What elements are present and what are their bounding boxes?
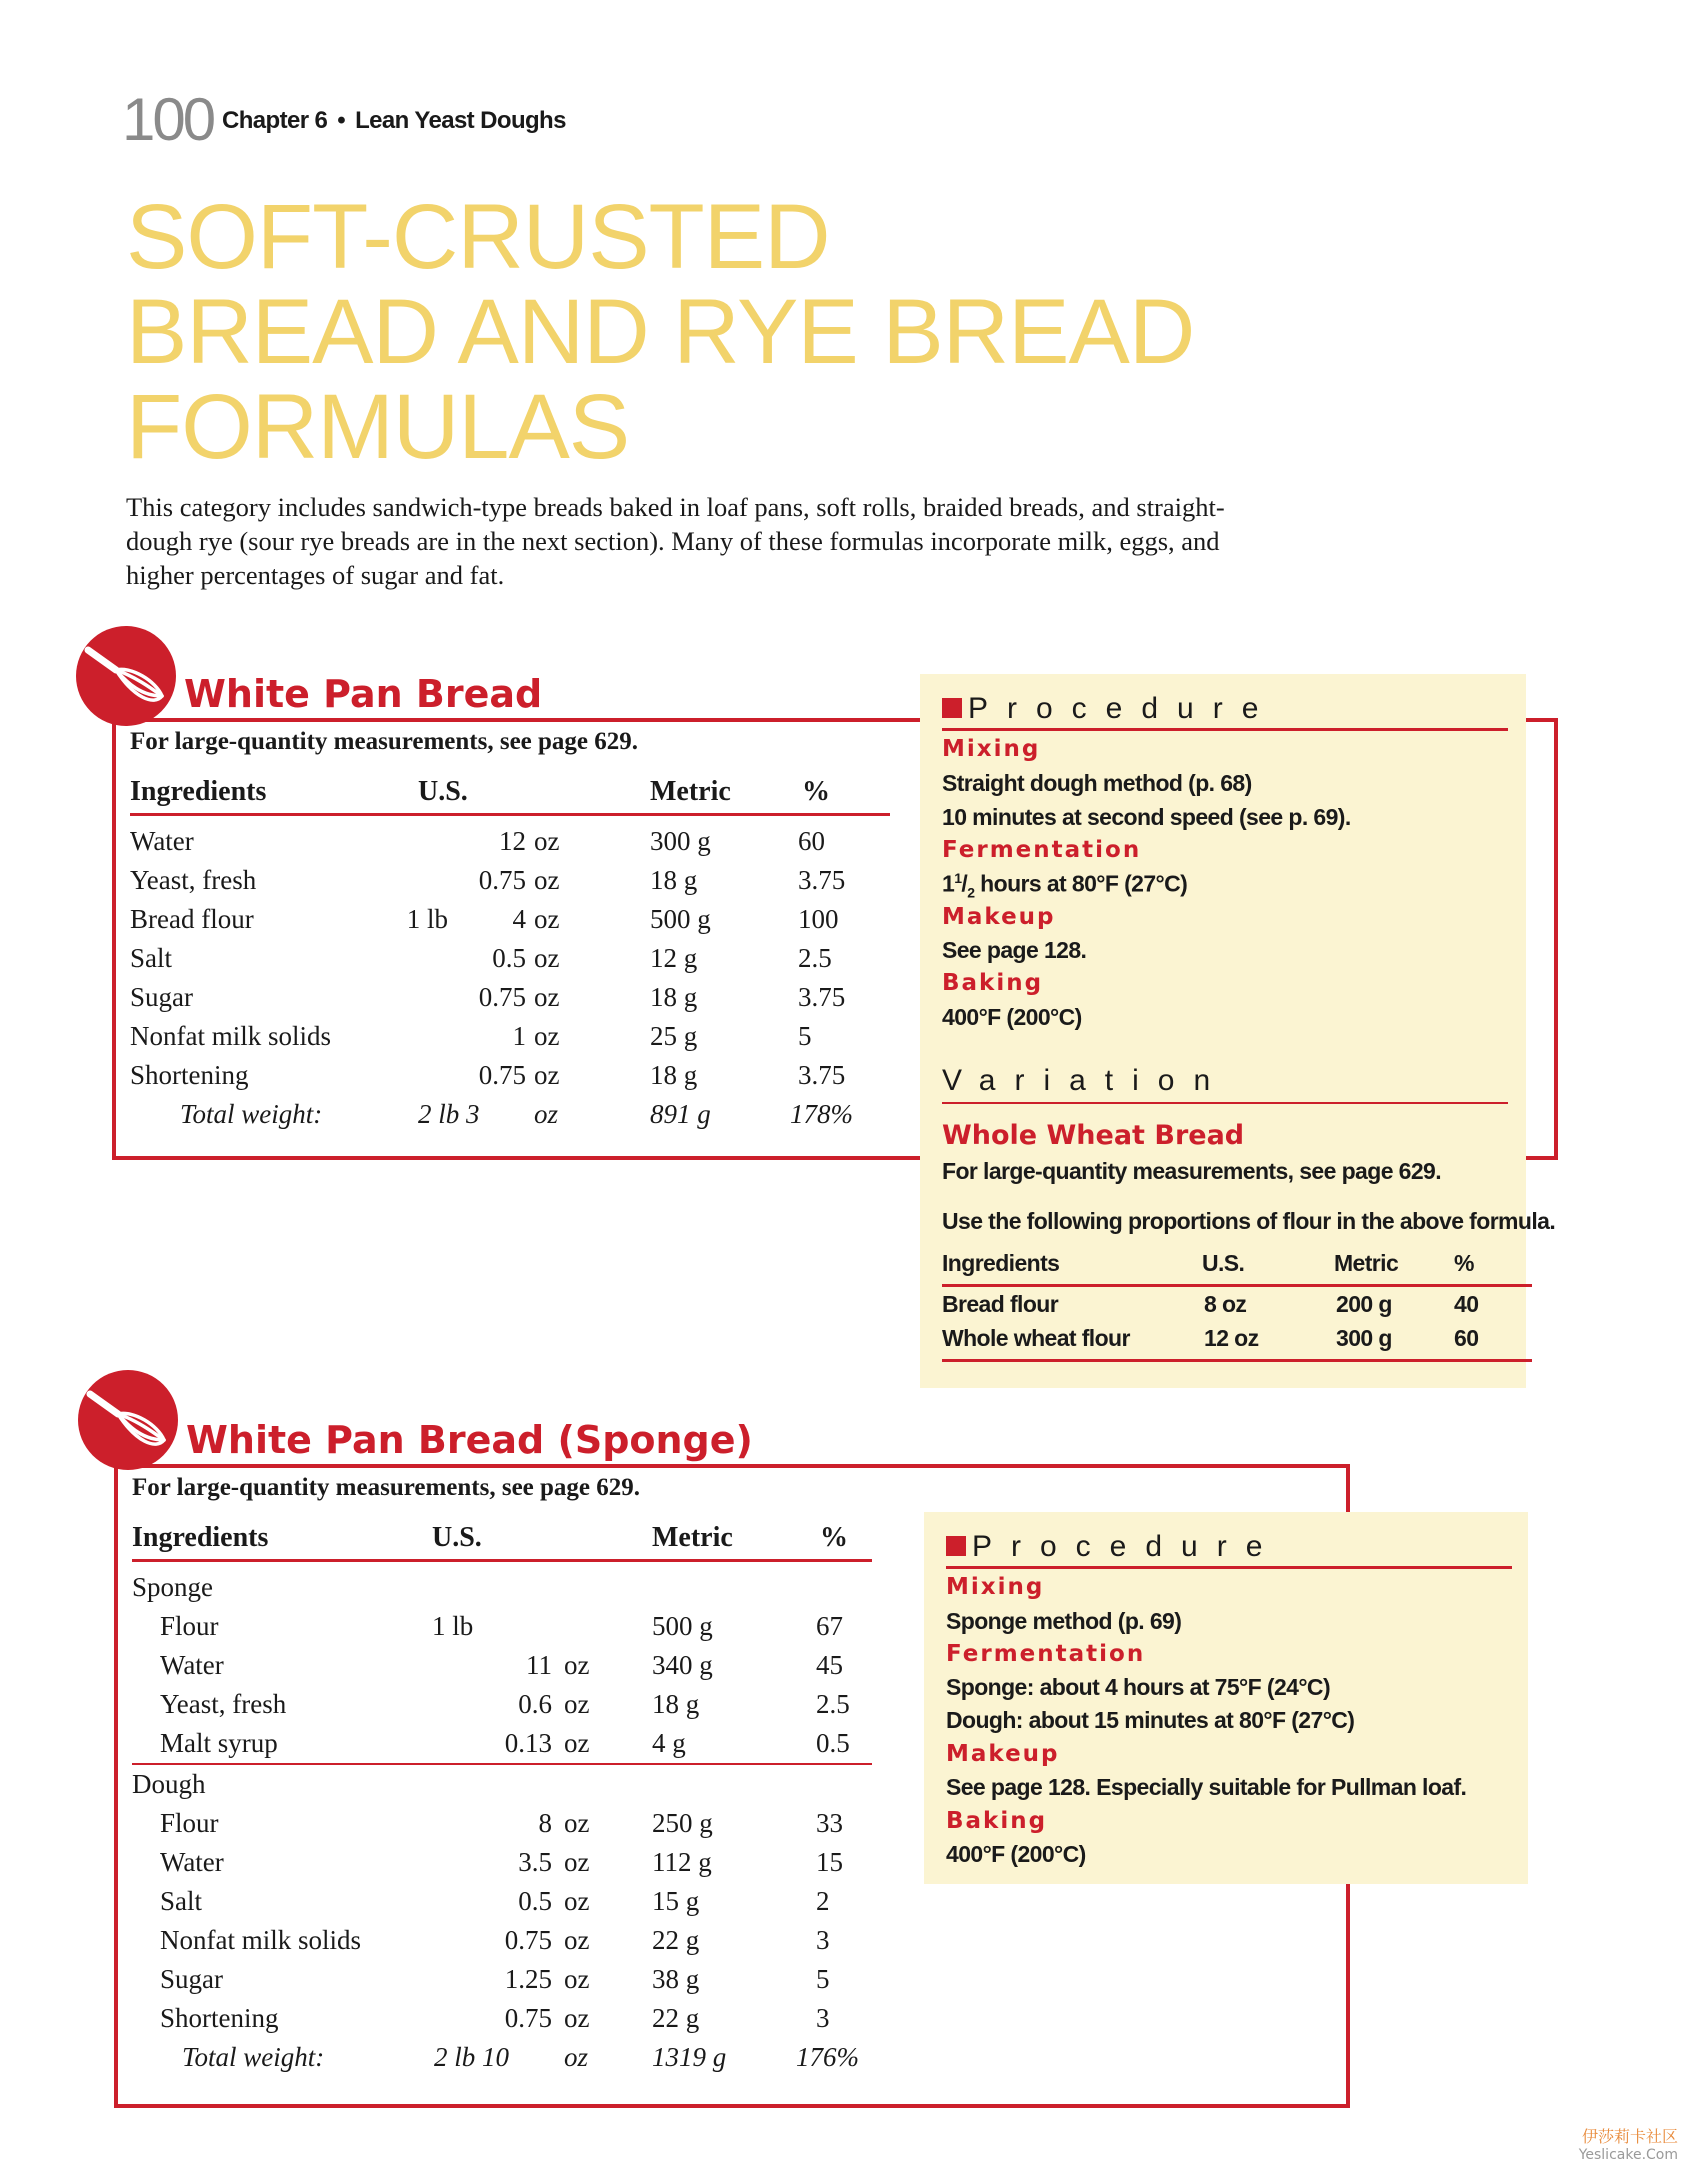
- mixing-label: Mixing: [946, 1574, 1045, 1600]
- table-row: [132, 1882, 872, 1921]
- total-row: [130, 1095, 890, 1134]
- us-lb: 1 lb: [432, 1611, 474, 1641]
- group-label-sponge: Sponge: [132, 1572, 213, 1602]
- us-unit: oz: [564, 1728, 590, 1758]
- percent-value: 2: [816, 1886, 830, 1916]
- table-row: [130, 822, 890, 861]
- table-row: [130, 939, 890, 978]
- us-unit: oz: [534, 1060, 560, 1090]
- us-qty: 11: [526, 1650, 552, 1680]
- header-us: U.S.: [418, 776, 468, 807]
- us-unit: oz: [564, 1925, 590, 1955]
- us-unit: oz: [534, 865, 560, 895]
- metric-value: 15 g: [652, 1886, 700, 1916]
- page-number: 100: [122, 86, 214, 153]
- us-unit: oz: [564, 1964, 590, 1994]
- table-row: [942, 1291, 1532, 1325]
- total-row: [132, 2038, 872, 2077]
- ingredient-name: Water: [160, 1847, 224, 1877]
- us-unit: oz: [534, 943, 560, 973]
- makeup-label: Makeup: [946, 1741, 1060, 1767]
- percent-value: 3.75: [798, 982, 846, 1012]
- us-qty: 0.75: [478, 1060, 526, 1090]
- makeup-line: See page 128.: [942, 937, 1087, 963]
- metric-value: 18 g: [650, 1060, 698, 1090]
- ingredient-name: Sugar: [160, 1964, 223, 1994]
- ingredient-name: Water: [130, 826, 194, 856]
- percent-value: 33: [816, 1808, 843, 1838]
- us-unit: oz: [564, 2003, 590, 2033]
- red-square-icon: [942, 698, 962, 718]
- procedure-rule: [942, 728, 1508, 731]
- recipe1-title: White Pan Bread: [184, 672, 543, 716]
- metric-value: 18 g: [652, 1689, 700, 1719]
- metric-value: 340 g: [652, 1650, 713, 1680]
- metric-value: 18 g: [650, 865, 698, 895]
- recipe1-note: For large-quantity measurements, see page 629.: [130, 728, 639, 755]
- metric-value: 500 g: [652, 1611, 713, 1641]
- us-unit: oz: [564, 1808, 590, 1838]
- percent-value: 45: [816, 1650, 843, 1680]
- header-pct: %: [802, 776, 830, 807]
- recipe2-note: For large-quantity measurements, see page 629.: [132, 1474, 641, 1501]
- ingredient-name: Yeast, fresh: [130, 865, 257, 895]
- header-rule: [942, 1284, 1532, 1287]
- header-pct: %: [820, 1522, 848, 1553]
- header-us: U.S.: [1202, 1250, 1245, 1276]
- table-row: [132, 1999, 872, 2038]
- fermentation-line: Dough: about 15 minutes at 80°F (27°C): [946, 1707, 1355, 1733]
- mixing-line: 10 minutes at second speed (see p. 69).: [942, 804, 1351, 830]
- us-qty: 1: [512, 1021, 526, 1051]
- procedure-heading: Procedure: [946, 1530, 1281, 1564]
- percent-value: 2.5: [816, 1689, 850, 1719]
- us-unit: oz: [564, 1886, 590, 1916]
- us-qty: 8: [538, 1808, 552, 1838]
- variation-rule: [942, 1102, 1508, 1104]
- us-qty: 4: [512, 904, 526, 934]
- table-row: [132, 1724, 872, 1763]
- fermentation-line: $1^1/_2$ hours at 80°F (27°C): [942, 870, 1188, 901]
- ingredient-name: Water: [160, 1650, 224, 1680]
- us-qty: 12: [499, 826, 526, 856]
- header-us: U.S.: [432, 1522, 482, 1553]
- ingredient-name: Yeast, fresh: [160, 1689, 287, 1719]
- table-row: [132, 1646, 872, 1685]
- us-unit: oz: [534, 826, 560, 856]
- header-ingredients: Ingredients: [130, 776, 267, 807]
- ingredient-name: Shortening: [160, 2003, 279, 2033]
- total-label: Total weight:: [180, 1099, 323, 1129]
- total-lb: 2 lb 3: [418, 1099, 480, 1129]
- metric-value: 300 g: [1336, 1325, 1392, 1351]
- table-row: [132, 1607, 872, 1646]
- table-row: [132, 1843, 872, 1882]
- us-unit: oz: [534, 982, 560, 1012]
- us-qty: 0.6: [518, 1689, 552, 1719]
- total-unit: oz: [534, 1099, 559, 1129]
- procedure-rule: [946, 1566, 1512, 1569]
- us-qty: 0.5: [492, 943, 526, 973]
- table-header: [132, 1518, 872, 1557]
- watermark-cn: 伊莎莉卡社区: [1581, 2127, 1678, 2146]
- metric-value: 25 g: [650, 1021, 698, 1051]
- ingredient-name: Nonfat milk solids: [160, 1925, 361, 1955]
- ingredient-name: Bread flour: [942, 1291, 1059, 1317]
- metric-value: 18 g: [650, 982, 698, 1012]
- chapter-label: Chapter 6: [222, 107, 328, 134]
- us-qty: 0.75: [504, 1925, 552, 1955]
- table-row: [130, 978, 890, 1017]
- percent-value: 2.5: [798, 943, 832, 973]
- us-value: 8 oz: [1204, 1291, 1247, 1317]
- whisk-icon: [78, 1370, 178, 1470]
- whisk-icon: [76, 626, 176, 726]
- percent-value: 60: [798, 826, 825, 856]
- baking-line: 400°F (200°C): [946, 1841, 1086, 1867]
- table-row: [130, 1056, 890, 1095]
- us-qty: 0.75: [478, 865, 526, 895]
- metric-value: 12 g: [650, 943, 698, 973]
- percent-value: 3.75: [798, 1060, 846, 1090]
- variation-note: For large-quantity measurements, see page 629.: [942, 1158, 1442, 1184]
- procedure-heading: Procedure: [942, 692, 1277, 726]
- table-row: [130, 861, 890, 900]
- total-metric: 1319 g: [652, 2042, 727, 2072]
- fermentation-label: Fermentation: [942, 837, 1142, 863]
- percent-value: 0.5: [816, 1728, 850, 1758]
- table-bottom-rule: [942, 1359, 1532, 1362]
- percent-value: 67: [816, 1611, 843, 1641]
- us-qty: 0.75: [478, 982, 526, 1012]
- header-pct: %: [1454, 1250, 1474, 1276]
- ingredient-name: Whole wheat flour: [942, 1325, 1130, 1351]
- section-label: Lean Yeast Doughs: [355, 107, 566, 134]
- title-line: BREAD AND RYE BREAD: [126, 281, 1195, 383]
- us-value: 12 oz: [1204, 1325, 1259, 1351]
- total-pct: 178%: [790, 1099, 853, 1129]
- us-qty: 1.25: [504, 1964, 552, 1994]
- metric-value: 22 g: [652, 1925, 700, 1955]
- mixing-label: Mixing: [942, 736, 1041, 762]
- header-metric: Metric: [1334, 1250, 1399, 1276]
- total-label: Total weight:: [182, 2042, 325, 2072]
- table-row: [942, 1325, 1532, 1359]
- total-unit: oz: [564, 2042, 589, 2072]
- variation-title: Whole Wheat Bread: [942, 1120, 1245, 1151]
- ingredient-name: Salt: [130, 943, 173, 973]
- group-label-dough: Dough: [132, 1769, 206, 1799]
- us-qty: 3.5: [518, 1847, 552, 1877]
- metric-value: 38 g: [652, 1964, 700, 1994]
- metric-value: 4 g: [652, 1728, 686, 1758]
- metric-value: 22 g: [652, 2003, 700, 2033]
- makeup-label: Makeup: [942, 904, 1056, 930]
- watermark-en: Yeslicake.Com: [1578, 2147, 1678, 2163]
- us-unit: oz: [564, 1689, 590, 1719]
- variation-instruction: Use the following proportions of flour in the above formula.: [942, 1208, 1556, 1234]
- ingredient-name: Salt: [160, 1886, 203, 1916]
- ingredient-name: Nonfat milk solids: [130, 1021, 331, 1051]
- title-line: SOFT-CRUSTED: [126, 186, 830, 288]
- us-unit: oz: [534, 904, 560, 934]
- variation-heading: Variation: [942, 1064, 1230, 1097]
- header-metric: Metric: [652, 1522, 733, 1553]
- header-ingredients: Ingredients: [942, 1250, 1060, 1276]
- us-unit: oz: [564, 1847, 590, 1877]
- mixing-line: Straight dough method (p. 68): [942, 770, 1252, 796]
- percent-value: 3: [816, 2003, 830, 2033]
- percent-value: 40: [1454, 1291, 1479, 1317]
- header-rule: [130, 813, 890, 816]
- metric-value: 250 g: [652, 1808, 713, 1838]
- intro-paragraph: This category includes sandwich-type breads baked in loaf pans, soft rolls, braided breads, and straight-dough rye (sour rye breads are in the next section). Many of these formulas incorporate milk, eggs, and higher percentages of sugar and fat.: [126, 492, 1225, 590]
- percent-value: 100: [798, 904, 839, 934]
- header-rule: [132, 1559, 872, 1562]
- total-lb: 2 lb 10: [434, 2042, 510, 2072]
- table-header: [130, 772, 890, 811]
- recipe1-table: [130, 772, 890, 1134]
- table-row: [132, 1921, 872, 1960]
- variation-table: [942, 1250, 1532, 1362]
- percent-value: 60: [1454, 1325, 1479, 1351]
- metric-value: 112 g: [652, 1847, 712, 1877]
- metric-value: 200 g: [1336, 1291, 1392, 1317]
- percent-value: 3.75: [798, 865, 846, 895]
- ingredient-name: Malt syrup: [160, 1728, 278, 1758]
- us-qty: 0.13: [504, 1728, 552, 1758]
- metric-value: 500 g: [650, 904, 711, 934]
- mixing-line: Sponge method (p. 69): [946, 1608, 1182, 1634]
- title-line: FORMULAS: [126, 376, 630, 478]
- ingredient-name: Flour: [160, 1808, 219, 1838]
- ingredient-name: Sugar: [130, 982, 193, 1012]
- page-title: [126, 186, 1195, 478]
- us-qty: 0.5: [518, 1886, 552, 1916]
- baking-line: 400°F (200°C): [942, 1004, 1082, 1030]
- us-unit: oz: [564, 1650, 590, 1680]
- ingredient-name: Flour: [160, 1611, 219, 1641]
- baking-label: Baking: [946, 1808, 1048, 1834]
- fermentation-label: Fermentation: [946, 1641, 1146, 1667]
- total-metric: 891 g: [650, 1099, 711, 1129]
- percent-value: 3: [816, 1925, 830, 1955]
- header-ingredients: Ingredients: [132, 1522, 269, 1553]
- ingredient-name: Bread flour: [130, 904, 254, 934]
- makeup-line: See page 128. Especially suitable for Pullman loaf.: [946, 1774, 1467, 1800]
- table-row: [132, 1960, 872, 1999]
- percent-value: 15: [816, 1847, 843, 1877]
- metric-value: 300 g: [650, 826, 711, 856]
- header-metric: Metric: [650, 776, 731, 807]
- us-unit: oz: [534, 1021, 560, 1051]
- table-row: [132, 1804, 872, 1843]
- percent-value: 5: [816, 1964, 830, 1994]
- us-lb: 1 lb: [406, 904, 448, 934]
- baking-label: Baking: [942, 970, 1044, 996]
- total-pct: 176%: [796, 2042, 859, 2072]
- recipe2-title: White Pan Bread (Sponge): [186, 1418, 753, 1462]
- red-square-icon: [946, 1536, 966, 1556]
- recipe2-table: [132, 1518, 872, 2077]
- watermark: [1579, 2124, 1678, 2163]
- ingredient-name: Shortening: [130, 1060, 249, 1090]
- us-qty: 0.75: [504, 2003, 552, 2033]
- table-row: [130, 1017, 890, 1056]
- table-row: [130, 900, 890, 939]
- percent-value: 5: [798, 1021, 812, 1051]
- procedure-panel-2: [924, 1512, 1528, 1884]
- table-row: [132, 1685, 872, 1724]
- table-header: [942, 1250, 1532, 1284]
- running-head: Chapter 6 • Lean Yeast Doughs: [222, 107, 566, 134]
- procedure-panel-1: [920, 674, 1556, 1388]
- fermentation-line: Sponge: about 4 hours at 75°F (24°C): [946, 1674, 1330, 1700]
